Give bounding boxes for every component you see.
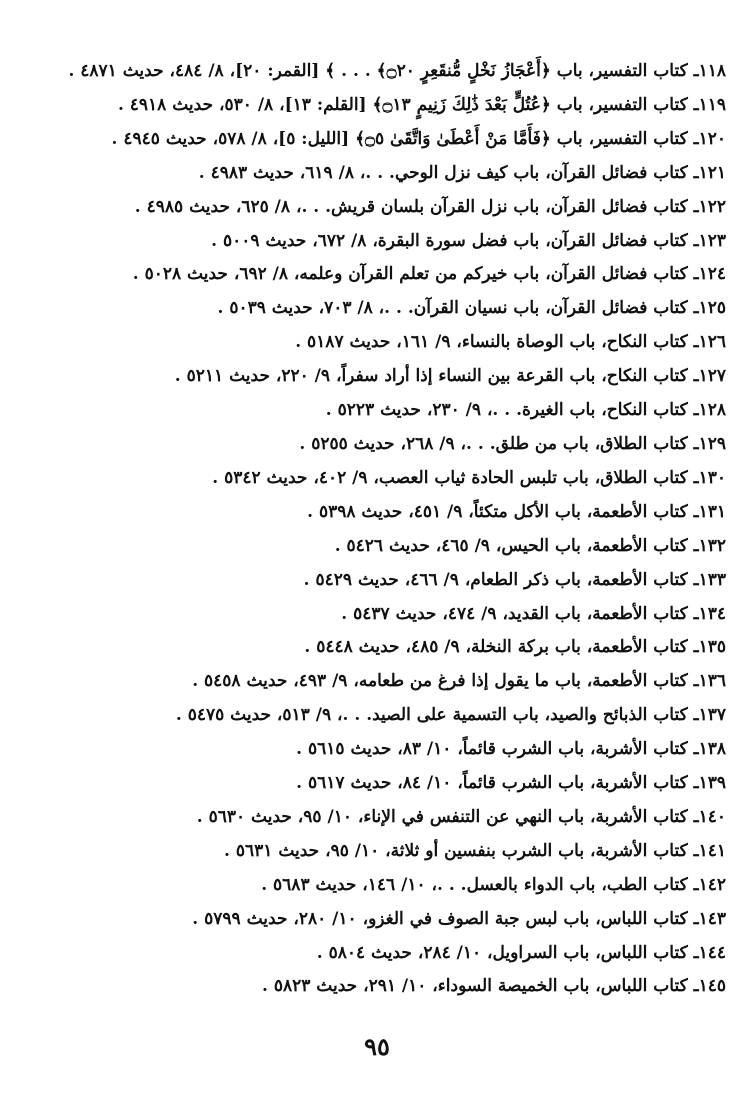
- reference-entry: [28, 157, 726, 191]
- reference-entry: [28, 665, 726, 699]
- entry-number: ١٣٦ـ: [693, 671, 726, 692]
- reference-entry: [28, 767, 726, 801]
- entry-number: ١٢٠ـ: [693, 128, 726, 149]
- entry-number: ١٢٧ـ: [693, 366, 726, 387]
- entry-text: كتاب فضائل القرآن، باب كيف نزل الوحي. . .، ٨/ ٦١٩، حديث ٤٩٨٣ .: [198, 162, 688, 183]
- page-number: ٩٥: [364, 1032, 390, 1061]
- entry-text: كتاب الأطعمة، باب ذكر الطعام، ٩/ ٤٦٦، حديث ٥٤٢٩ .: [303, 569, 688, 590]
- entry-number: ١٣٤ـ: [693, 603, 726, 624]
- entry-number: ١٢٤ـ: [693, 264, 726, 285]
- reference-entry: [28, 869, 726, 903]
- entry-text: كتاب التفسير، باب ﴿عُتُلٍّ بَعْدَ ذَٰلِكَ زَنِيمٍ ۝١٣﴾ [القلم: ١٣]، ٨/ ٥٣٠، حديث ٤٩١٨ .: [117, 94, 688, 115]
- entry-text: كتاب الأطعمة، باب بركة النخلة، ٩/ ٤٨٥، حديث ٥٤٤٨ .: [304, 637, 688, 658]
- entry-text: كتاب الأطعمة، باب الأكل متكئاً، ٩/ ٤٥١، حديث ٥٣٩٨ .: [307, 501, 688, 522]
- reference-entry: [28, 258, 726, 292]
- reference-entry: [28, 733, 726, 767]
- entry-number: ١١٩ـ: [693, 94, 726, 115]
- entry-text: كتاب الأشربة، باب الشرب بنفسين أو ثلاثة، ١٠/ ٩٥، حديث ٥٦٣١ .: [224, 840, 688, 861]
- reference-entry: [28, 937, 726, 971]
- reference-entry: [28, 326, 726, 360]
- reference-entry: [28, 55, 726, 89]
- entry-number: ١٣٩ـ: [693, 773, 726, 794]
- references-list: [28, 55, 726, 1004]
- reference-entry: [28, 970, 726, 1004]
- reference-entry: [28, 903, 726, 937]
- entry-number: ١٣٣ـ: [693, 569, 726, 590]
- entry-number: ١٣٧ـ: [693, 705, 726, 726]
- reference-entry: [28, 394, 726, 428]
- entry-text: كتاب الطلاق، باب تلبس الحادة ثياب العصب، ٩/ ٤٠٢، حديث ٥٣٤٢ .: [212, 467, 688, 488]
- entry-text: كتاب اللباس، باب لبس جبة الصوف في الغزو، ١٠/ ٢٨٠، حديث ٥٧٩٩ .: [192, 908, 688, 929]
- entry-text: كتاب اللباس، باب السراويل، ١٠/ ٢٨٤، حديث ٥٨٠٤ .: [316, 942, 688, 963]
- entry-number: ١٣٥ـ: [693, 637, 726, 658]
- reference-entry: [28, 191, 726, 225]
- entry-number: ١٢٢ـ: [693, 196, 726, 217]
- reference-entry: [28, 123, 726, 157]
- reference-entry: [28, 462, 726, 496]
- reference-entry: [28, 89, 726, 123]
- entry-number: ١٤٤ـ: [693, 942, 726, 963]
- entry-number: ١٣٨ـ: [693, 739, 726, 760]
- entry-number: ١٢٥ـ: [693, 298, 726, 319]
- reference-entry: [28, 801, 726, 835]
- entry-text: كتاب التفسير، باب ﴿أَعْجَازُ نَخْلٍ مُّنقَعِرٍ ۝٢٠﴾ . . . ﴾ [القمر: ٢٠]، ٨/ ٤٨٤، حديث ٤٨٧١ .: [68, 61, 688, 81]
- reference-entry: [28, 598, 726, 632]
- entry-number: ١٢٨ـ: [693, 400, 726, 421]
- reference-entry: [28, 530, 726, 564]
- entry-number: ١٤٢ـ: [693, 874, 726, 895]
- entry-text: كتاب فضائل القرآن، باب نسيان القرآن. . .، ٨/ ٧٠٣، حديث ٥٠٣٩ .: [217, 298, 688, 319]
- entry-text: كتاب الطلاق، باب من طلق. . .، ٩/ ٢٦٨، حديث ٥٢٥٥ .: [299, 433, 688, 454]
- reference-entry: [28, 631, 726, 665]
- entry-number: ١٤١ـ: [693, 840, 726, 861]
- entry-text: كتاب فضائل القرآن، باب فضل سورة البقرة، ٨/ ٦٧٢، حديث ٥٠٠٩ .: [211, 230, 688, 251]
- entry-number: ١٢٦ـ: [693, 332, 726, 353]
- reference-entry: [28, 428, 726, 462]
- reference-entry: [28, 496, 726, 530]
- reference-entry: [28, 835, 726, 869]
- entry-number: ١٢٣ـ: [693, 230, 726, 251]
- entry-number: ١٣٢ـ: [693, 535, 726, 556]
- entry-number: ١٣٠ـ: [693, 467, 726, 488]
- entry-text: كتاب الطب، باب الدواء بالعسل. . .، ١٠/ ١٤٦، حديث ٥٦٨٣ .: [261, 874, 688, 895]
- entry-text: كتاب الأشربة، باب النهي عن التنفس في الإناء، ١٠/ ٩٥، حديث ٥٦٣٠ .: [196, 806, 688, 827]
- entry-text: كتاب فضائل القرآن، باب خيركم من تعلم القرآن وعلمه، ٨/ ٦٩٢، حديث ٥٠٢٨ .: [132, 264, 688, 285]
- entry-text: كتاب الأشربة، باب الشرب قائماً، ١٠/ ٨٤، حديث ٥٦١٧ .: [296, 773, 688, 794]
- entry-text: كتاب الأطعمة، باب ما يقول إذا فرغ من طعامه، ٩/ ٤٩٣، حديث ٥٤٥٨ .: [192, 671, 688, 692]
- entry-text: كتاب النكاح، باب الوصاة بالنساء، ٩/ ١٦١، حديث ٥١٨٧ .: [295, 332, 688, 353]
- entry-number: ١١٨ـ: [693, 61, 726, 81]
- entry-text: كتاب النكاح، باب الغيرة. . .، ٩/ ٢٣٠، حديث ٥٢٢٣ .: [325, 400, 688, 421]
- reference-entry: [28, 699, 726, 733]
- entry-text: كتاب الأطعمة، باب القديد، ٩/ ٤٧٤، حديث ٥٤٣٧ .: [341, 603, 688, 624]
- reference-entry: [28, 360, 726, 394]
- entry-number: ١٤٣ـ: [693, 908, 726, 929]
- entry-number: ١٤٠ـ: [693, 806, 726, 827]
- entry-text: كتاب الأطعمة، باب الحيس، ٩/ ٤٦٥، حديث ٥٤٢٦ .: [334, 535, 688, 556]
- reference-entry: [28, 292, 726, 326]
- entry-text: كتاب اللباس، باب الخميصة السوداء، ١٠/ ٢٩١، حديث ٥٨٢٣ .: [262, 976, 688, 997]
- entry-number: ١٤٥ـ: [693, 976, 726, 997]
- entry-text: كتاب النكاح، باب القرعة بين النساء إذا أراد سفراً، ٩/ ٢٢٠، حديث ٥٢١١ .: [174, 366, 688, 387]
- reference-entry: [28, 225, 726, 259]
- entry-number: ١٢١ـ: [693, 162, 726, 183]
- entry-text: كتاب الأشربة، باب الشرب قائماً، ١٠/ ٨٣، حديث ٥٦١٥ .: [296, 739, 688, 760]
- entry-text: كتاب فضائل القرآن، باب نزل القرآن بلسان قريش. . .، ٨/ ٦٢٥، حديث ٤٩٨٥ .: [134, 196, 688, 217]
- reference-entry: [28, 564, 726, 598]
- entry-text: كتاب الذبائح والصيد، باب التسمية على الصيد. . .، ٩/ ٥١٣، حديث ٥٤٧٥ .: [175, 705, 688, 726]
- entry-number: ١٣١ـ: [693, 501, 726, 522]
- entry-text: كتاب التفسير، باب ﴿فَأَمَّا مَنْ أَعْطَىٰ وَاتَّقَىٰ ۝٥﴾ [الليل: ٥]، ٨/ ٥٧٨، حديث ٤٩٤٥ .: [111, 128, 688, 149]
- entry-number: ١٢٩ـ: [693, 433, 726, 454]
